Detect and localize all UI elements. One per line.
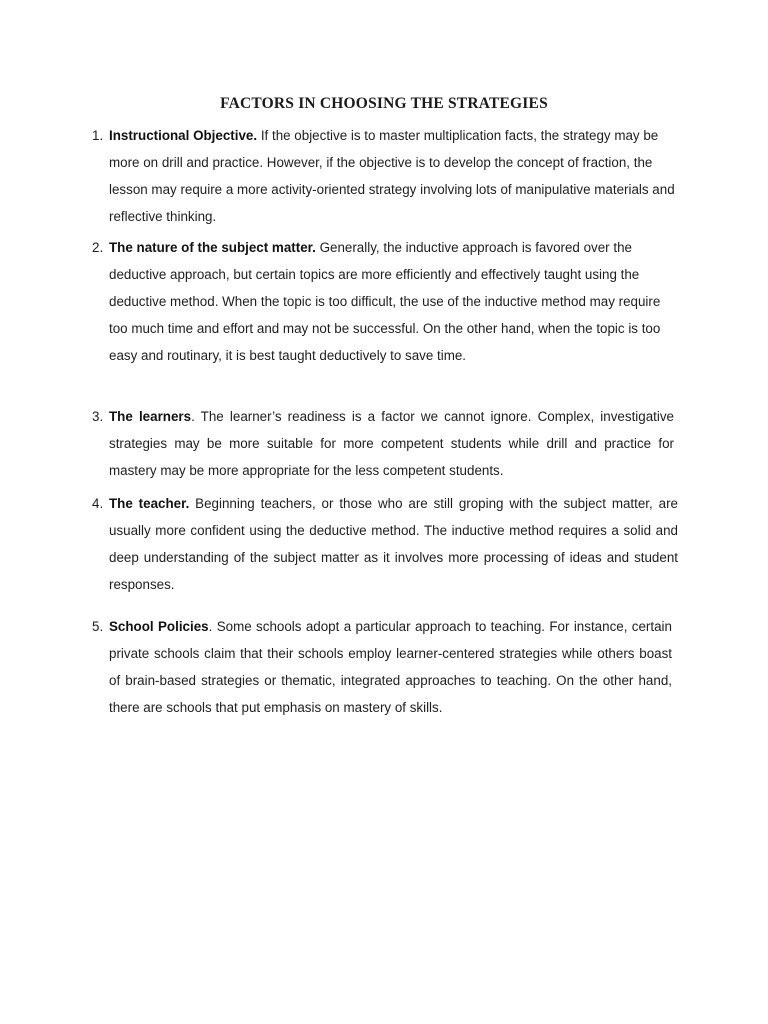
factor-number: 5. xyxy=(92,619,104,634)
factor-text xyxy=(109,122,682,230)
factor-body: Beginning teachers, or those who are still groping with the subject matter, are usually more confident using the deductive method. The inductive method requires a solid and deep understanding of the subject matter as it involves more processing of ideas and student responses. xyxy=(109,496,678,592)
factor-term: The nature of the subject matter. xyxy=(109,240,316,255)
factor-term: School Policies xyxy=(109,619,209,634)
factor-body: . The learner’s readiness is a factor we cannot ignore. Complex, investigative strategies may be more suitable for more competent students while drill and practice for mastery may be more appropriate for the less competent students. xyxy=(109,409,674,478)
factor-number: 1. xyxy=(92,128,104,143)
factor-text xyxy=(109,403,674,484)
factor-body: . Some schools adopt a particular approach to teaching. For instance, certain private schools claim that their schools employ learner-centered strategies while others boast of brain-based strategies or thematic, integrated approaches to teaching. On the other hand, there are schools that put emphasis on mastery of skills. xyxy=(109,619,672,715)
factor-text xyxy=(109,234,678,369)
factor-term: Instructional Objective. xyxy=(109,128,258,143)
factor-instructional-objective xyxy=(92,122,682,230)
factor-term: The learners xyxy=(109,409,192,424)
factor-number: 3. xyxy=(92,409,104,424)
factor-number: 4. xyxy=(92,496,104,511)
document-title: FACTORS IN CHOOSING THE STRATEGIES xyxy=(220,95,548,112)
factor-body: Generally, the inductive approach is favored over the deductive approach, but certain topics are more efficiently and effectively taught using the deductive method. When the topic is too difficult, the use of the inductive method may require too much time and effort and may not be successful. On the other hand, when the topic is too easy and routinary, it is best taught deductively to save time. xyxy=(109,240,661,363)
factor-teacher xyxy=(92,490,678,598)
factor-subject-matter xyxy=(92,234,678,369)
factor-term: The teacher. xyxy=(109,496,190,511)
factor-number: 2. xyxy=(92,240,104,255)
factor-text xyxy=(109,490,678,598)
factor-learners xyxy=(92,403,674,484)
factor-school-policies xyxy=(92,613,672,721)
factor-text xyxy=(109,613,672,721)
factor-body: If the objective is to master multiplication facts, the strategy may be more on drill and practice. However, if the objective is to develop the concept of fraction, the lesson may require a more activity-oriented strategy involving lots of manipulative materials and reflective thinking. xyxy=(109,128,675,224)
